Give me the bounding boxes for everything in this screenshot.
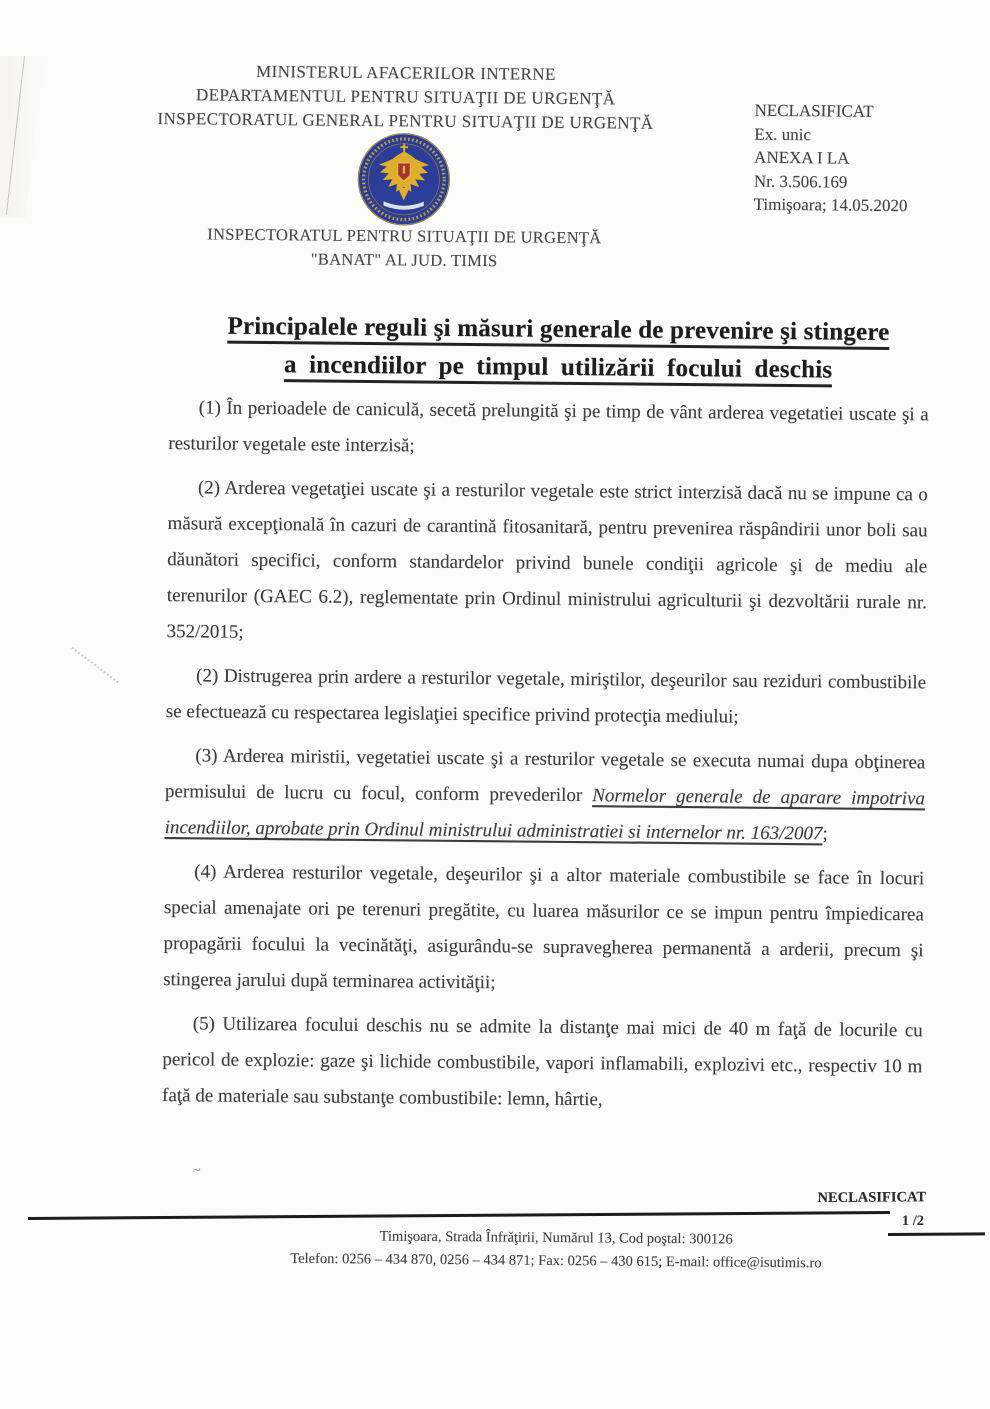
- paragraph-3: (2) Distrugerea prin ardere a resturilor vegetale, miriştilor, deşeurilor sau reziduri combustibile se efectuează cu respectarea legislaţiei specifice privind protecţia mediului;: [165, 665, 927, 728]
- classification-label: NECLASIFICAT: [754, 100, 874, 121]
- paragraph-4-legal-reference: Normelor generale de aparare impotriva incendiilor, aprobate prin Ordinul ministrului administratiei si internelor nr. 163/2007: [164, 785, 926, 845]
- footer-classification: NECLASIFICAT: [817, 1189, 927, 1206]
- unit-header-line-1: INSPECTORATUL PENTRU SITUAŢII DE URGENŢĂ: [207, 224, 602, 248]
- paragraph-4-tail: ;: [822, 823, 828, 845]
- document-title: [155, 307, 962, 391]
- registration-number: Nr. 3.506.169: [753, 171, 848, 192]
- document-body: [162, 390, 929, 1121]
- org-header: [125, 59, 686, 136]
- paragraph-4-text: (3) Arderea miristii, vegetatiei uscate şi a resturilor vegetale se executa numai dupa obţinerea permisului de lucru cu focul, conform prevederilor: [164, 745, 926, 807]
- org-header-line-3: INSPECTORATUL GENERAL PENTRU SITUAŢII DE URGENŢĂ: [157, 108, 654, 133]
- paragraph-6: (5) Utilizarea focului deschis nu se admite la distanţe mai mici de 40 m faţă de locurile cu pericol de explozie: gaze şi lichide combustibile, vapori inflamabili, explozivi etc., respectiv 10 m faţă de materiale sau substanţe combustibile: lemn, hârtie,: [161, 1013, 923, 1111]
- footer-address: [145, 1223, 967, 1276]
- unit-header: [142, 222, 666, 275]
- footer-address-line-1: Timişoara, Strada Înfrăţirii, Numărul 13, Cod poştal: 300126: [379, 1228, 733, 1248]
- org-header-line-2: DEPARTAMENTUL PENTRU SITUAŢII DE URGENŢĂ: [195, 85, 616, 109]
- paragraph-4: [164, 738, 925, 853]
- footer-contact-line: Telefon: 0256 – 434 870, 0256 – 434 871; Fax: 0256 – 430 615; E-mail: office@isutimis.ro: [290, 1250, 822, 1272]
- paragraph-2: (2) Arderea vegetaţiei uscate şi a resturilor vegetale este strict interzisă dacă nu se impune ca o măsură excepţională în cazuri de carantină fitosanitară, pentru prevenirea răspândirii unor boli sau dăunători specifici, conform standardelor privind bunele condiţii agricole şi de mediu ale terenurilor (GAEC 6.2), reglementate prin Ordinul ministrului agriculturii şi dezvoltării rurale nr. 352/2015;: [166, 477, 928, 643]
- annex-label: ANEXA I LA: [754, 147, 850, 168]
- page-number: 1 /2: [901, 1213, 924, 1229]
- title-line-1: Principalele reguli şi măsuri generale de prevenire şi stingere: [227, 313, 889, 350]
- title-line-2: a incendiilor pe timpul utilizării focului deschis: [284, 351, 833, 387]
- paragraph-5: (4) Arderea resturilor vegetale, deşeurilor şi a altor materiale combustibile se face în locuri special amenajate ori pe terenuri pregătite, cu luarea măsurilor ce se impun pentru împiedicarea propagării focului la vecinătăţi, asigurându-se supravegherea permanentă a arderii, precum şi stingerea jarului după terminarea activităţii;: [163, 861, 925, 994]
- place-and-date: Timişoara; 14.05.2020: [753, 194, 908, 216]
- unit-header-line-2: "BANAT" AL JUD. TIMIS: [310, 249, 498, 271]
- scan-mark-artifact: ~: [191, 1162, 203, 1180]
- org-header-line-1: MINISTERUL AFACERILOR INTERNE: [255, 61, 556, 84]
- classification-block: [754, 99, 975, 219]
- paragraph-1: (1) În perioadele de caniculă, secetă prelungită şi pe timp de vânt arderea vegetatiei uscate şi a resturilor vegetale este interzisă;: [168, 397, 929, 457]
- coat-of-arms-emblem: [355, 131, 452, 228]
- coat-of-arms-seal-icon: [355, 131, 452, 228]
- copy-label: Ex. unic: [754, 124, 812, 144]
